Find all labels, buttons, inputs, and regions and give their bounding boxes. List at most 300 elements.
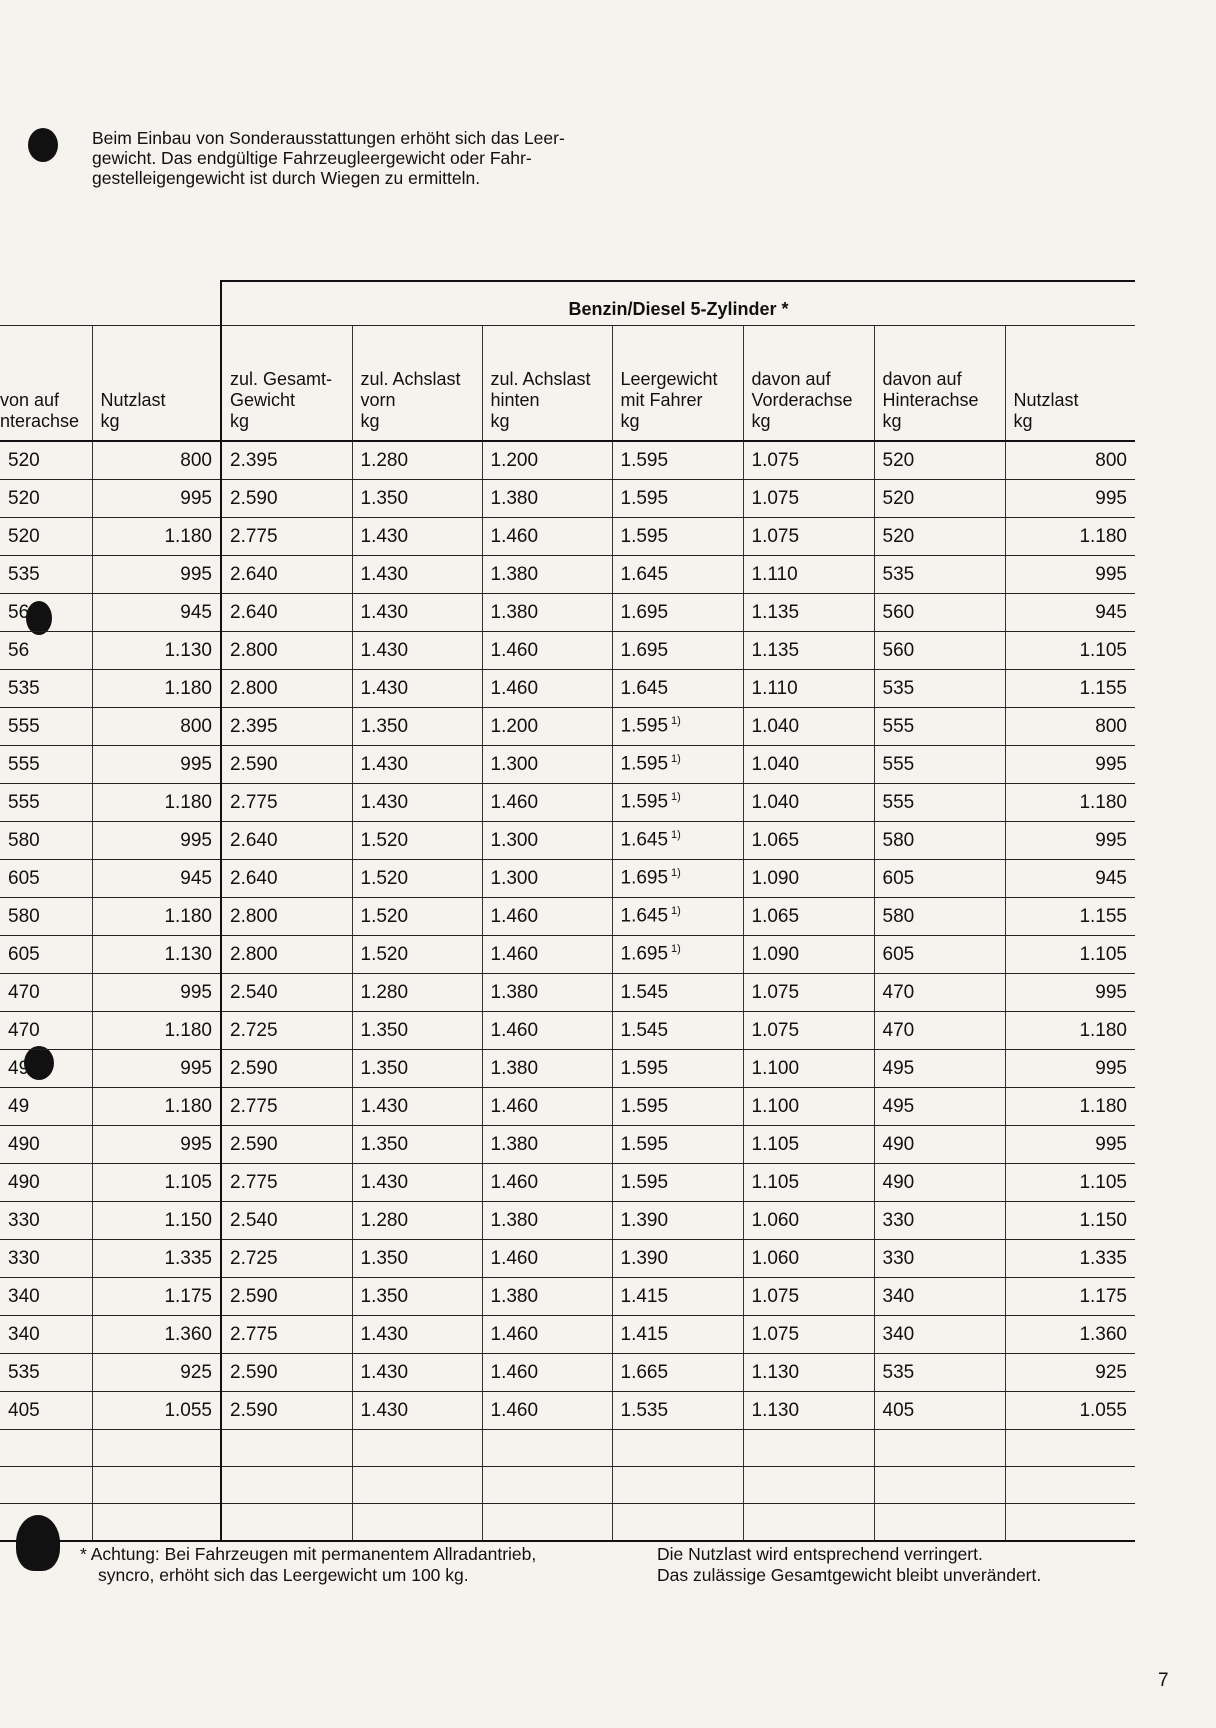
cell-value: 1.180: [164, 1095, 212, 1117]
table-cell: [874, 898, 1005, 936]
empty-cell: [92, 1467, 221, 1504]
table-cell: [352, 746, 482, 784]
table-cell: [92, 1278, 221, 1316]
table-cell: [352, 1316, 482, 1354]
cell-value: 2.775: [230, 1323, 278, 1345]
empty-cell: [482, 1467, 612, 1504]
table-cell: [612, 594, 743, 632]
cell-value: 1.105: [1079, 639, 1127, 661]
cell-value: 1.075: [751, 525, 800, 547]
table-group-header-row: [0, 281, 1135, 326]
table-cell: [874, 1050, 1005, 1088]
col-header-davon-vorderachse: [743, 326, 874, 442]
cell-value: 1.040: [751, 791, 800, 813]
table-cell: [612, 708, 743, 746]
cell-value: 56: [8, 639, 30, 661]
cell-value: 945: [1095, 867, 1127, 889]
cell-value: 1.180: [164, 525, 212, 547]
table-cell: [482, 1278, 612, 1316]
table-cell: [482, 936, 612, 974]
table-cell: [352, 1354, 482, 1392]
table-cell: [743, 1050, 874, 1088]
cell-value: 995: [1095, 563, 1127, 585]
footnote-marker: 1): [671, 905, 681, 918]
table-cell: [743, 1316, 874, 1354]
cell-value: 1.390: [620, 1209, 669, 1231]
cell-value: 945: [1095, 601, 1127, 623]
cell-value: 1.380: [490, 563, 539, 585]
table-cell: [743, 860, 874, 898]
cell-value: 580: [8, 905, 40, 927]
punch-hole-top: [28, 128, 58, 162]
intro-line-3: gestelleigengewicht ist durch Wiegen zu ermitteln.: [92, 168, 481, 188]
col-header-line: kg: [100, 411, 120, 431]
empty-cell: [743, 1430, 874, 1467]
table-cell: [874, 1316, 1005, 1354]
table-cell: [874, 1278, 1005, 1316]
table-cell: [612, 860, 743, 898]
cell-value: 1.150: [1079, 1209, 1127, 1231]
cell-value: 1.105: [751, 1171, 800, 1193]
cell-value: 1.360: [164, 1323, 212, 1345]
table-row: [0, 556, 1135, 594]
cell-value: 330: [8, 1247, 40, 1269]
cell-value: 520: [882, 525, 915, 547]
cell-value: 945: [180, 867, 212, 889]
col-header-line: zul. Achslast: [490, 369, 591, 389]
cell-value: 1.460: [490, 1323, 539, 1345]
table-cell: [1005, 822, 1135, 860]
table-cell: [352, 1050, 482, 1088]
table-cell: [92, 936, 221, 974]
table-cell: [743, 1392, 874, 1430]
table-cell: [1005, 1316, 1135, 1354]
col-header-von-auf-hinterachse: [0, 326, 92, 442]
table-cell: [92, 1316, 221, 1354]
table-cell: [352, 974, 482, 1012]
table-cell: [92, 746, 221, 784]
table-cell: [352, 480, 482, 518]
table-cell: [612, 1202, 743, 1240]
table-cell: [352, 670, 482, 708]
cell-value: 1.110: [751, 677, 798, 699]
table-cell: [612, 1392, 743, 1430]
cell-value: 2.540: [230, 1209, 278, 1231]
col-header-line: Nutzlast: [100, 390, 166, 410]
table-cell: [221, 898, 352, 936]
table-cell: [743, 1088, 874, 1126]
table-cell: [874, 670, 1005, 708]
cell-value: 1.430: [360, 677, 409, 699]
cell-value: 1.430: [360, 753, 409, 775]
table-cell: [874, 1354, 1005, 1392]
table-cell: [221, 480, 352, 518]
cell-value: 1.645: [620, 829, 669, 851]
cell-value: 580: [8, 829, 40, 851]
table-row: [0, 822, 1135, 860]
cell-value: 1.430: [360, 1323, 409, 1345]
table-cell: [352, 860, 482, 898]
footnote-payload-note: [657, 1544, 1177, 1586]
table-cell: [0, 936, 92, 974]
cell-value: 1.130: [751, 1361, 800, 1383]
table-cell: [482, 556, 612, 594]
cell-value: 555: [882, 715, 915, 737]
cell-value: 490: [8, 1133, 40, 1155]
table-cell: [612, 1088, 743, 1126]
table-cell: [612, 1126, 743, 1164]
cell-value: 2.590: [230, 487, 278, 509]
cell-value: 1.595: [620, 525, 669, 547]
cell-value: 1.380: [490, 487, 539, 509]
cell-value: 2.725: [230, 1247, 278, 1269]
cell-value: 1.180: [1079, 1095, 1127, 1117]
empty-cell: [482, 1504, 612, 1542]
table-cell: [1005, 746, 1135, 784]
table-cell: [221, 441, 352, 480]
table-cell: [352, 1392, 482, 1430]
table-cell: [1005, 1278, 1135, 1316]
table-cell: [221, 1316, 352, 1354]
table-cell: [743, 556, 874, 594]
cell-value: 1.520: [360, 943, 409, 965]
cell-value: 1.460: [490, 1361, 539, 1383]
table-cell: [874, 441, 1005, 480]
cell-value: 1.595: [620, 1133, 669, 1155]
cell-value: 1.200: [490, 715, 539, 737]
cell-value: 800: [1095, 715, 1127, 737]
cell-value: 1.520: [360, 829, 409, 851]
table-cell: [1005, 1392, 1135, 1430]
cell-value: 1.430: [360, 1399, 409, 1421]
cell-value: 470: [8, 1019, 40, 1041]
cell-value: 405: [882, 1399, 915, 1421]
col-header-davon-hinterachse: [874, 326, 1005, 442]
table-cell: [0, 1088, 92, 1126]
table-cell: [221, 1164, 352, 1202]
table-cell: [0, 1012, 92, 1050]
table-cell: [92, 594, 221, 632]
table-cell: [1005, 1202, 1135, 1240]
table-cell: [743, 480, 874, 518]
table-cell: [482, 898, 612, 936]
table-cell: [221, 860, 352, 898]
cell-value: 1.460: [490, 639, 539, 661]
table-cell: [92, 441, 221, 480]
cell-value: 1.105: [164, 1171, 212, 1193]
table-cell: [743, 898, 874, 936]
cell-value: 1.595: [620, 715, 669, 737]
table-row: [0, 1392, 1135, 1430]
col-header-leergewicht: [612, 326, 743, 442]
table-cell: [874, 480, 1005, 518]
table-cell: [92, 1202, 221, 1240]
table-cell: [0, 441, 92, 480]
cell-value: 605: [882, 867, 915, 889]
table-cell: [92, 1354, 221, 1392]
cell-value: 1.595: [620, 1095, 669, 1117]
cell-value: 1.415: [620, 1323, 669, 1345]
empty-cell: [874, 1430, 1005, 1467]
table-row: [0, 1126, 1135, 1164]
cell-value: 1.180: [1079, 525, 1127, 547]
cell-value: 1.075: [751, 1285, 800, 1307]
table-cell: [1005, 784, 1135, 822]
cell-value: 1.350: [360, 1247, 409, 1269]
table-cell: [352, 898, 482, 936]
cell-value: 2.800: [230, 639, 278, 661]
table-cell: [874, 632, 1005, 670]
col-header-line: kg: [1013, 411, 1033, 431]
table-cell: [482, 746, 612, 784]
col-header-line: kg: [490, 411, 510, 431]
table-cell: [1005, 936, 1135, 974]
empty-cell: [1005, 1467, 1135, 1504]
cell-value: 925: [180, 1361, 212, 1383]
col-header-nutzlast: [1005, 326, 1135, 442]
cell-value: 800: [180, 715, 212, 737]
table-cell: [0, 1278, 92, 1316]
table-cell: [874, 936, 1005, 974]
cell-value: 535: [882, 1361, 915, 1383]
table-cell: [352, 1012, 482, 1050]
table-cell: [874, 1164, 1005, 1202]
table-cell: [221, 1240, 352, 1278]
table-cell: [612, 1164, 743, 1202]
table-cell: [482, 1012, 612, 1050]
table-cell: [92, 1050, 221, 1088]
empty-cell: [743, 1504, 874, 1542]
cell-value: 1.280: [360, 449, 409, 471]
cell-value: 520: [882, 449, 915, 471]
table-cell: [612, 518, 743, 556]
col-header-line: zul. Achslast: [360, 369, 461, 389]
cell-value: 2.640: [230, 601, 278, 623]
table-cell: [352, 556, 482, 594]
table-cell: [221, 1202, 352, 1240]
cell-value: 995: [180, 563, 212, 585]
table-cell: [1005, 1240, 1135, 1278]
cell-value: 2.540: [230, 981, 278, 1003]
table-cell: [0, 1202, 92, 1240]
group-header-title: Benzin/Diesel 5-Zylinder *: [221, 281, 1135, 326]
group-header-empty: [0, 281, 221, 326]
cell-value: 1.460: [490, 1019, 539, 1041]
col-header-line: hinten: [490, 390, 540, 410]
table-cell: [612, 1050, 743, 1088]
cell-value: 1.150: [164, 1209, 212, 1231]
empty-table-row: [0, 1430, 1135, 1467]
cell-value: 1.300: [490, 753, 539, 775]
table-cell: [482, 822, 612, 860]
table-cell: [221, 1392, 352, 1430]
cell-value: 1.180: [164, 791, 212, 813]
table-cell: [482, 1316, 612, 1354]
cell-value: 1.595: [620, 791, 669, 813]
cell-value: 1.545: [620, 981, 669, 1003]
table-cell: [0, 1050, 92, 1088]
cell-value: 1.665: [620, 1361, 669, 1383]
table-cell: [221, 594, 352, 632]
page-number: 7: [1158, 1670, 1169, 1691]
cell-value: 1.380: [490, 1285, 539, 1307]
empty-cell: [612, 1467, 743, 1504]
cell-value: 560: [8, 601, 40, 623]
col-header-line: nterachse: [0, 411, 80, 431]
table-row: [0, 632, 1135, 670]
cell-value: 1.360: [1079, 1323, 1127, 1345]
cell-value: 1.105: [751, 1133, 800, 1155]
table-cell: [1005, 1354, 1135, 1392]
cell-value: 1.055: [1079, 1399, 1127, 1421]
table-cell: [874, 784, 1005, 822]
table-cell: [92, 480, 221, 518]
cell-value: 1.100: [751, 1095, 800, 1117]
table-cell: [0, 480, 92, 518]
cell-value: 1.065: [751, 829, 800, 851]
cell-value: 555: [8, 715, 40, 737]
table-cell: [874, 1126, 1005, 1164]
cell-value: 1.350: [360, 715, 409, 737]
table-cell: [1005, 556, 1135, 594]
cell-value: 340: [8, 1323, 40, 1345]
cell-value: 2.590: [230, 1057, 278, 1079]
cell-value: 1.130: [164, 943, 212, 965]
cell-value: 1.695: [620, 639, 669, 661]
table-cell: [612, 1012, 743, 1050]
table-cell: [1005, 1126, 1135, 1164]
empty-cell: [0, 1430, 92, 1467]
cell-value: 1.595: [620, 1057, 669, 1079]
cell-value: 490: [8, 1171, 40, 1193]
empty-table-row: [0, 1467, 1135, 1504]
col-header-line: kg: [360, 411, 380, 431]
table-cell: [352, 594, 482, 632]
table-row: [0, 1012, 1135, 1050]
cell-value: 1.300: [490, 867, 539, 889]
cell-value: 470: [882, 981, 915, 1003]
table-cell: [0, 1316, 92, 1354]
cell-value: 1.350: [360, 1019, 409, 1041]
table-cell: [352, 518, 482, 556]
table-cell: [743, 670, 874, 708]
table-cell: [612, 822, 743, 860]
empty-cell: [1005, 1430, 1135, 1467]
cell-value: 1.055: [164, 1399, 212, 1421]
cell-value: 1.695: [620, 867, 669, 889]
table-cell: [743, 936, 874, 974]
table-cell: [482, 1088, 612, 1126]
cell-value: 1.380: [490, 601, 539, 623]
table-cell: [874, 822, 1005, 860]
table-cell: [482, 1202, 612, 1240]
cell-value: 1.430: [360, 639, 409, 661]
table-cell: [612, 936, 743, 974]
table-body: [0, 441, 1135, 1541]
table-cell: [92, 898, 221, 936]
cell-value: 1.060: [751, 1247, 800, 1269]
cell-value: 560: [882, 639, 915, 661]
cell-value: 995: [1095, 753, 1127, 775]
cell-value: 560: [882, 601, 915, 623]
table-cell: [0, 898, 92, 936]
table-cell: [612, 480, 743, 518]
cell-value: 555: [8, 753, 40, 775]
table-cell: [221, 518, 352, 556]
cell-value: 520: [882, 487, 915, 509]
empty-cell: [352, 1430, 482, 1467]
table-cell: [352, 1278, 482, 1316]
cell-value: 1.520: [360, 905, 409, 927]
cell-value: 555: [8, 791, 40, 813]
table-cell: [874, 974, 1005, 1012]
col-header-line: zul. Gesamt-: [230, 369, 333, 389]
cell-value: 1.105: [1079, 1171, 1127, 1193]
table-cell: [92, 1164, 221, 1202]
cell-value: 1.430: [360, 1095, 409, 1117]
table-cell: [0, 1354, 92, 1392]
table-cell: [612, 898, 743, 936]
table-cell: [874, 1240, 1005, 1278]
table-cell: [1005, 670, 1135, 708]
table-cell: [874, 1202, 1005, 1240]
empty-cell: [874, 1467, 1005, 1504]
cell-value: 1.520: [360, 867, 409, 889]
table-cell: [743, 1164, 874, 1202]
table-cell: [743, 594, 874, 632]
cell-value: 2.395: [230, 715, 278, 737]
cell-value: 495: [8, 1057, 40, 1079]
empty-table-row: [0, 1504, 1135, 1542]
empty-cell: [352, 1467, 482, 1504]
empty-cell: [352, 1504, 482, 1542]
table-cell: [482, 784, 612, 822]
table-cell: [0, 860, 92, 898]
cell-value: 995: [1095, 487, 1127, 509]
cell-value: 470: [882, 1019, 915, 1041]
cell-value: 1.460: [490, 943, 539, 965]
table-cell: [221, 746, 352, 784]
cell-value: 1.380: [490, 1057, 539, 1079]
cell-value: 1.645: [620, 905, 669, 927]
footnote-allrad: [80, 1544, 640, 1586]
table-cell: [352, 441, 482, 480]
table-cell: [0, 1240, 92, 1278]
weights-table-container: [0, 280, 1135, 1542]
table-cell: [1005, 441, 1135, 480]
table-cell: [482, 708, 612, 746]
cell-value: 605: [8, 943, 40, 965]
cell-value: 1.430: [360, 525, 409, 547]
col-header-line: mit Fahrer: [620, 390, 703, 410]
table-cell: [482, 1392, 612, 1430]
table-cell: [221, 1088, 352, 1126]
table-cell: [0, 518, 92, 556]
table-cell: [352, 1202, 482, 1240]
table-cell: [612, 974, 743, 1012]
table-row: [0, 670, 1135, 708]
cell-value: 1.180: [1079, 791, 1127, 813]
cell-value: 1.350: [360, 1133, 409, 1155]
cell-value: 995: [180, 1057, 212, 1079]
table-cell: [352, 1240, 482, 1278]
table-cell: [221, 670, 352, 708]
table-cell: [92, 822, 221, 860]
cell-value: 2.775: [230, 525, 278, 547]
cell-value: 995: [1095, 829, 1127, 851]
cell-value: 2.590: [230, 1399, 278, 1421]
table-cell: [1005, 860, 1135, 898]
